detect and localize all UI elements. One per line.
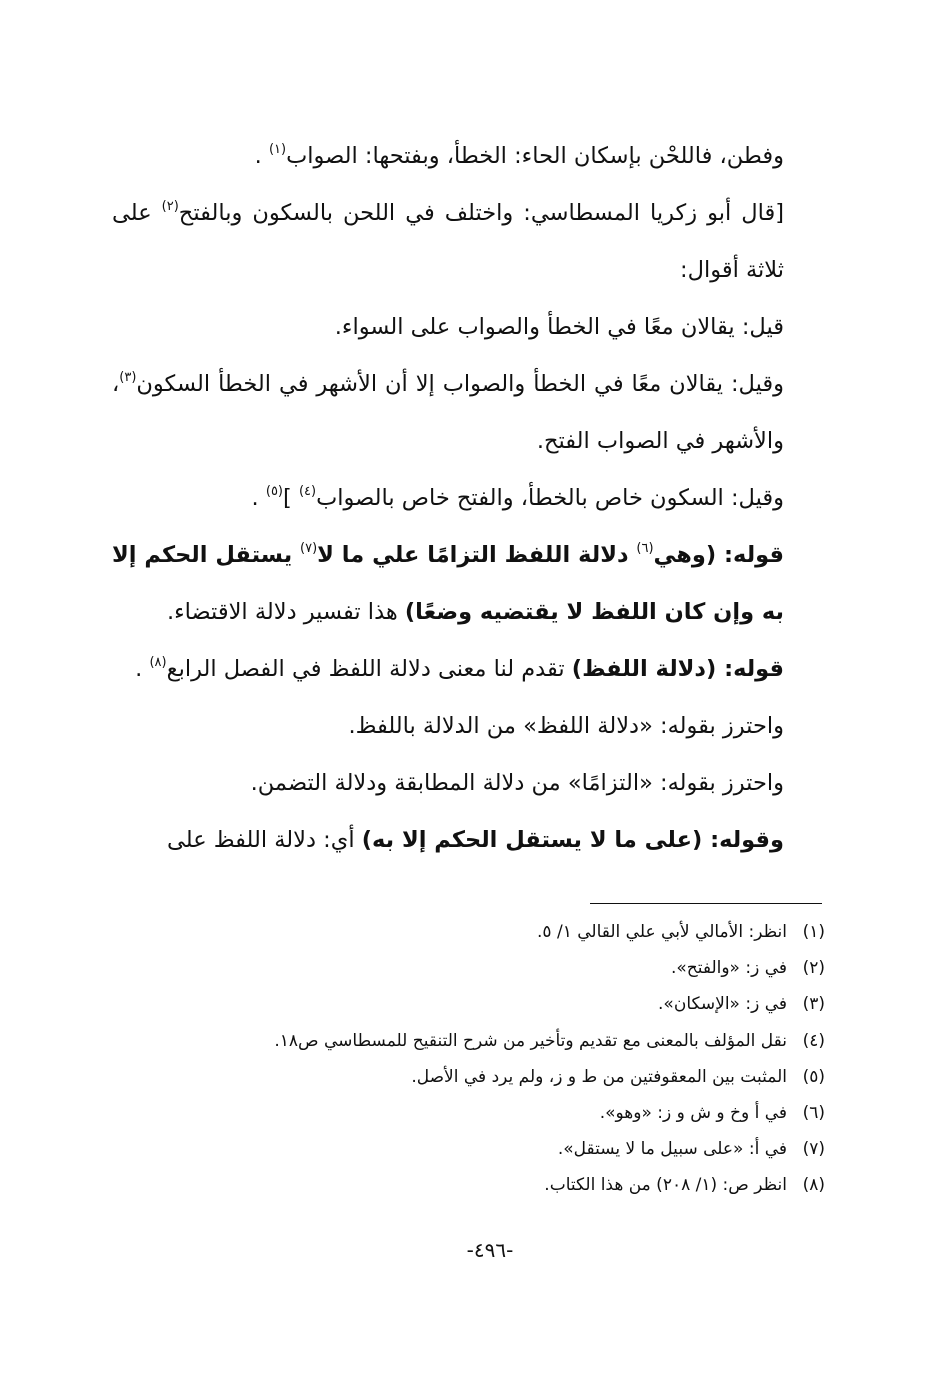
footnote-2 xyxy=(120,950,825,986)
paragraph-text: وقيل: يقالان معًا في الخطأ والصواب إلا أن الأشهر في الخطأ السكون xyxy=(136,371,784,397)
paragraph-text: وقيل: السكون خاص بالخطأ، والفتح خاص بالصواب xyxy=(316,485,784,511)
footnote-number: (٣) xyxy=(802,994,825,1015)
quoted-matn: يستقل الحكم إلا به وإن كان اللفظ لا يقتضيه وضعًا) xyxy=(112,542,784,625)
footnote-text: في أ وخ و ش و ز: «وهو». xyxy=(599,1103,787,1124)
page-number: -٤٩٦- xyxy=(466,1238,514,1262)
paragraph-10 xyxy=(112,812,832,869)
footnote-ref: (١) xyxy=(268,142,287,157)
paragraph-text: ، والأشهر في الصواب الفتح. xyxy=(112,371,784,454)
quote-label: قوله: xyxy=(716,542,784,568)
footnote-text: في ز: «والفتح». xyxy=(670,958,787,979)
paragraph-text: . xyxy=(135,656,150,682)
footnote-ref: (٣) xyxy=(119,370,137,385)
footnote-ref: (٦) xyxy=(636,541,654,556)
footnote-text: في أ: «على سبيل ما لا يستقل». xyxy=(557,1139,787,1160)
quoted-matn: (دلالة اللفظ) xyxy=(571,656,717,682)
paragraph-1 xyxy=(112,128,832,185)
paragraph-text: أي: دلالة اللفظ على xyxy=(167,827,362,853)
footnote-text: انظر ص: (١/ ٢٠٨) من هذا الكتاب. xyxy=(544,1175,787,1196)
paragraph-text: واحترز بقوله: «التزامًا» من دلالة المطابقة ودلالة التضمن. xyxy=(250,770,784,796)
paragraph-text: وفطن، فاللحْن بإسكان الحاء: الخطأ، وبفتحها: الصواب xyxy=(286,143,784,169)
footnote-text: المثبت بين المعقوفتين من ط و ز، ولم يرد في الأصل. xyxy=(411,1066,787,1087)
footnote-8 xyxy=(120,1167,825,1203)
footnote-ref: (٨) xyxy=(149,655,167,670)
footnote-number: (٦) xyxy=(802,1103,825,1124)
paragraph-7 xyxy=(112,641,832,698)
footnote-number: (٤) xyxy=(802,1030,825,1051)
quote-label: وقوله: xyxy=(702,827,784,853)
footnote-text: نقل المؤلف بالمعنى مع تقديم وتأخير من شرح التنقيح للمسطاسي ص١٨. xyxy=(274,1030,787,1051)
footnote-ref: (٢) xyxy=(161,199,179,214)
paragraph-text: واحترز بقوله: «دلالة اللفظ» من الدلالة باللفظ. xyxy=(348,713,784,739)
paragraph-text: على ثلاثة أقوال: xyxy=(112,200,784,283)
footnote-ref: (٤) xyxy=(298,484,317,499)
main-text xyxy=(112,128,832,869)
quoted-matn: (وهي xyxy=(653,542,717,568)
footnote-6 xyxy=(120,1095,825,1131)
footnote-number: (١) xyxy=(802,922,825,942)
paragraph-3 xyxy=(112,299,832,356)
footnote-number: (٥) xyxy=(802,1066,825,1087)
footnote-number: (٢) xyxy=(802,958,825,979)
footnote-7 xyxy=(120,1131,825,1167)
footnote-5 xyxy=(120,1059,825,1095)
footnote-number: (٨) xyxy=(802,1175,825,1196)
paragraph-4 xyxy=(112,356,832,470)
quote-label: قوله: xyxy=(716,656,784,682)
quoted-matn: (على ما لا يستقل الحكم إلا به) xyxy=(361,827,703,853)
footnote-text: في ز: «الإسكان». xyxy=(658,994,787,1015)
quoted-matn: دلالة اللفظ التزامًا علي ما لا xyxy=(317,542,637,568)
paragraph-text: قيل: يقالان معًا في الخطأ والصواب على السواء. xyxy=(334,314,784,340)
footnotes xyxy=(120,914,825,1204)
footnote-3 xyxy=(120,986,825,1022)
footnote-1 xyxy=(120,914,825,950)
paragraph-text: . xyxy=(254,143,269,169)
paragraph-2 xyxy=(112,185,832,299)
paragraph-text: ] xyxy=(283,485,299,511)
footnote-4 xyxy=(120,1023,825,1059)
footnote-ref: (٧) xyxy=(300,541,318,556)
paragraph-text: . xyxy=(251,485,266,511)
paragraph-5 xyxy=(112,470,832,527)
footnote-ref: (٥) xyxy=(265,484,283,499)
paragraph-text: هذا تفسير دلالة الاقتضاء. xyxy=(166,599,405,625)
paragraph-6 xyxy=(112,527,832,641)
footnote-number: (٧) xyxy=(802,1139,825,1160)
footnote-text: انظر: الأمالي لأبي علي القالي ١/ ٥. xyxy=(537,922,787,942)
paragraph-8 xyxy=(112,698,832,755)
footnote-divider xyxy=(590,903,822,904)
paragraph-text: [قال أبو زكريا المسطاسي: واختلف في اللحن بالسكون وبالفتح xyxy=(178,200,785,226)
paragraph-text: تقدم لنا معنى دلالة اللفظ في الفصل الرابع xyxy=(166,656,572,682)
paragraph-9 xyxy=(112,755,832,812)
